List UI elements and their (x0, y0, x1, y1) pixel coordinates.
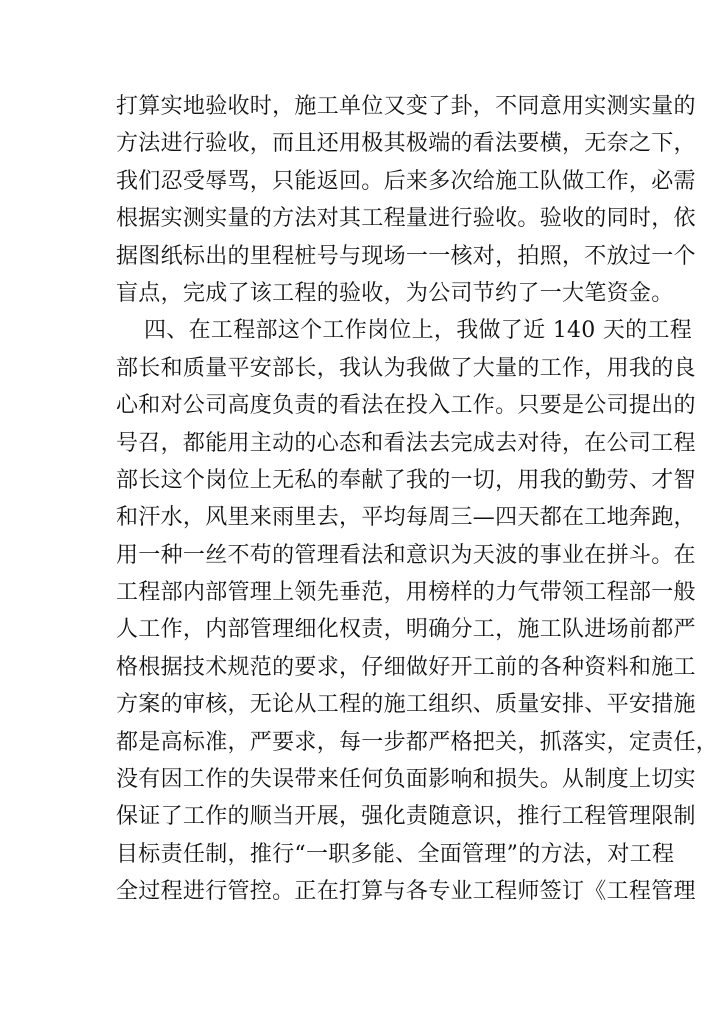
text-line: 部长这个岗位上无私的奉献了我的一切，用我的勤劳、才智 (116, 467, 696, 493)
text-line: 格根据技术规范的要求，仔细做好开工前的各种资料和施工 (116, 654, 696, 680)
text-line: 我们忍受辱骂，只能返回。后来多次给施工队做工作，必需 (116, 168, 696, 194)
text-line: 部长和质量平安部长，我认为我做了大量的工作，用我的良 (116, 355, 696, 381)
text-line: 没有因工作的失误带来任何负面影响和损失。从制度上切实 (116, 767, 696, 793)
text-line: 方法进行验收，而且还用极其极端的看法要横，无奈之下， (116, 131, 696, 157)
text-line: 用一种一丝不苟的管理看法和意识为天波的事业在拼斗。在 (116, 542, 696, 568)
text-line: 号召，都能用主动的心态和看法去完成去对待，在公司工程 (116, 430, 696, 456)
text-line: 心和对公司高度负责的看法在投入工作。只要是公司提出的 (116, 393, 696, 419)
text-line: 根据实测实量的方法对其工程量进行验收。验收的同时，依 (116, 206, 696, 232)
text-line: 盲点，完成了该工程的验收，为公司节约了一大笔资金。 (116, 280, 674, 306)
paragraph-start-line: 四、在工程部这个工作岗位上，我做了近 140 天的工程 (144, 318, 693, 344)
text-line: 目标责任制，推行“一职多能、全面管理”的方法，对工程 (116, 841, 675, 867)
text-line: 据图纸标出的里程桩号与现场一一核对，拍照，不放过一个 (116, 243, 696, 269)
text-line: 方案的审核，无论从工程的施工组织、质量安排、平安措施 (116, 692, 696, 718)
text-line: 保证了工作的顺当开展，强化责随意识，推行工程管理限制 (116, 804, 696, 830)
text-line: 全过程进行管控。正在打算与各专业工程师签订《工程管理 (116, 879, 696, 905)
text-line: 工程部内部管理上领先垂范，用榜样的力气带领工程部一般 (116, 580, 696, 606)
text-line: 都是高标准，严要求，每一步都严格把关，抓落实，定责任， (116, 729, 719, 755)
document-body (116, 88, 719, 911)
text-line: 打算实地验收时，施工单位又变了卦，不同意用实测实量的 (116, 94, 696, 119)
text-line: 和汗水，风里来雨里去，平均每周三—四天都在工地奔跑， (116, 505, 696, 531)
text-line: 人工作，内部管理细化权责，明确分工，施工队进场前都严 (116, 617, 696, 643)
